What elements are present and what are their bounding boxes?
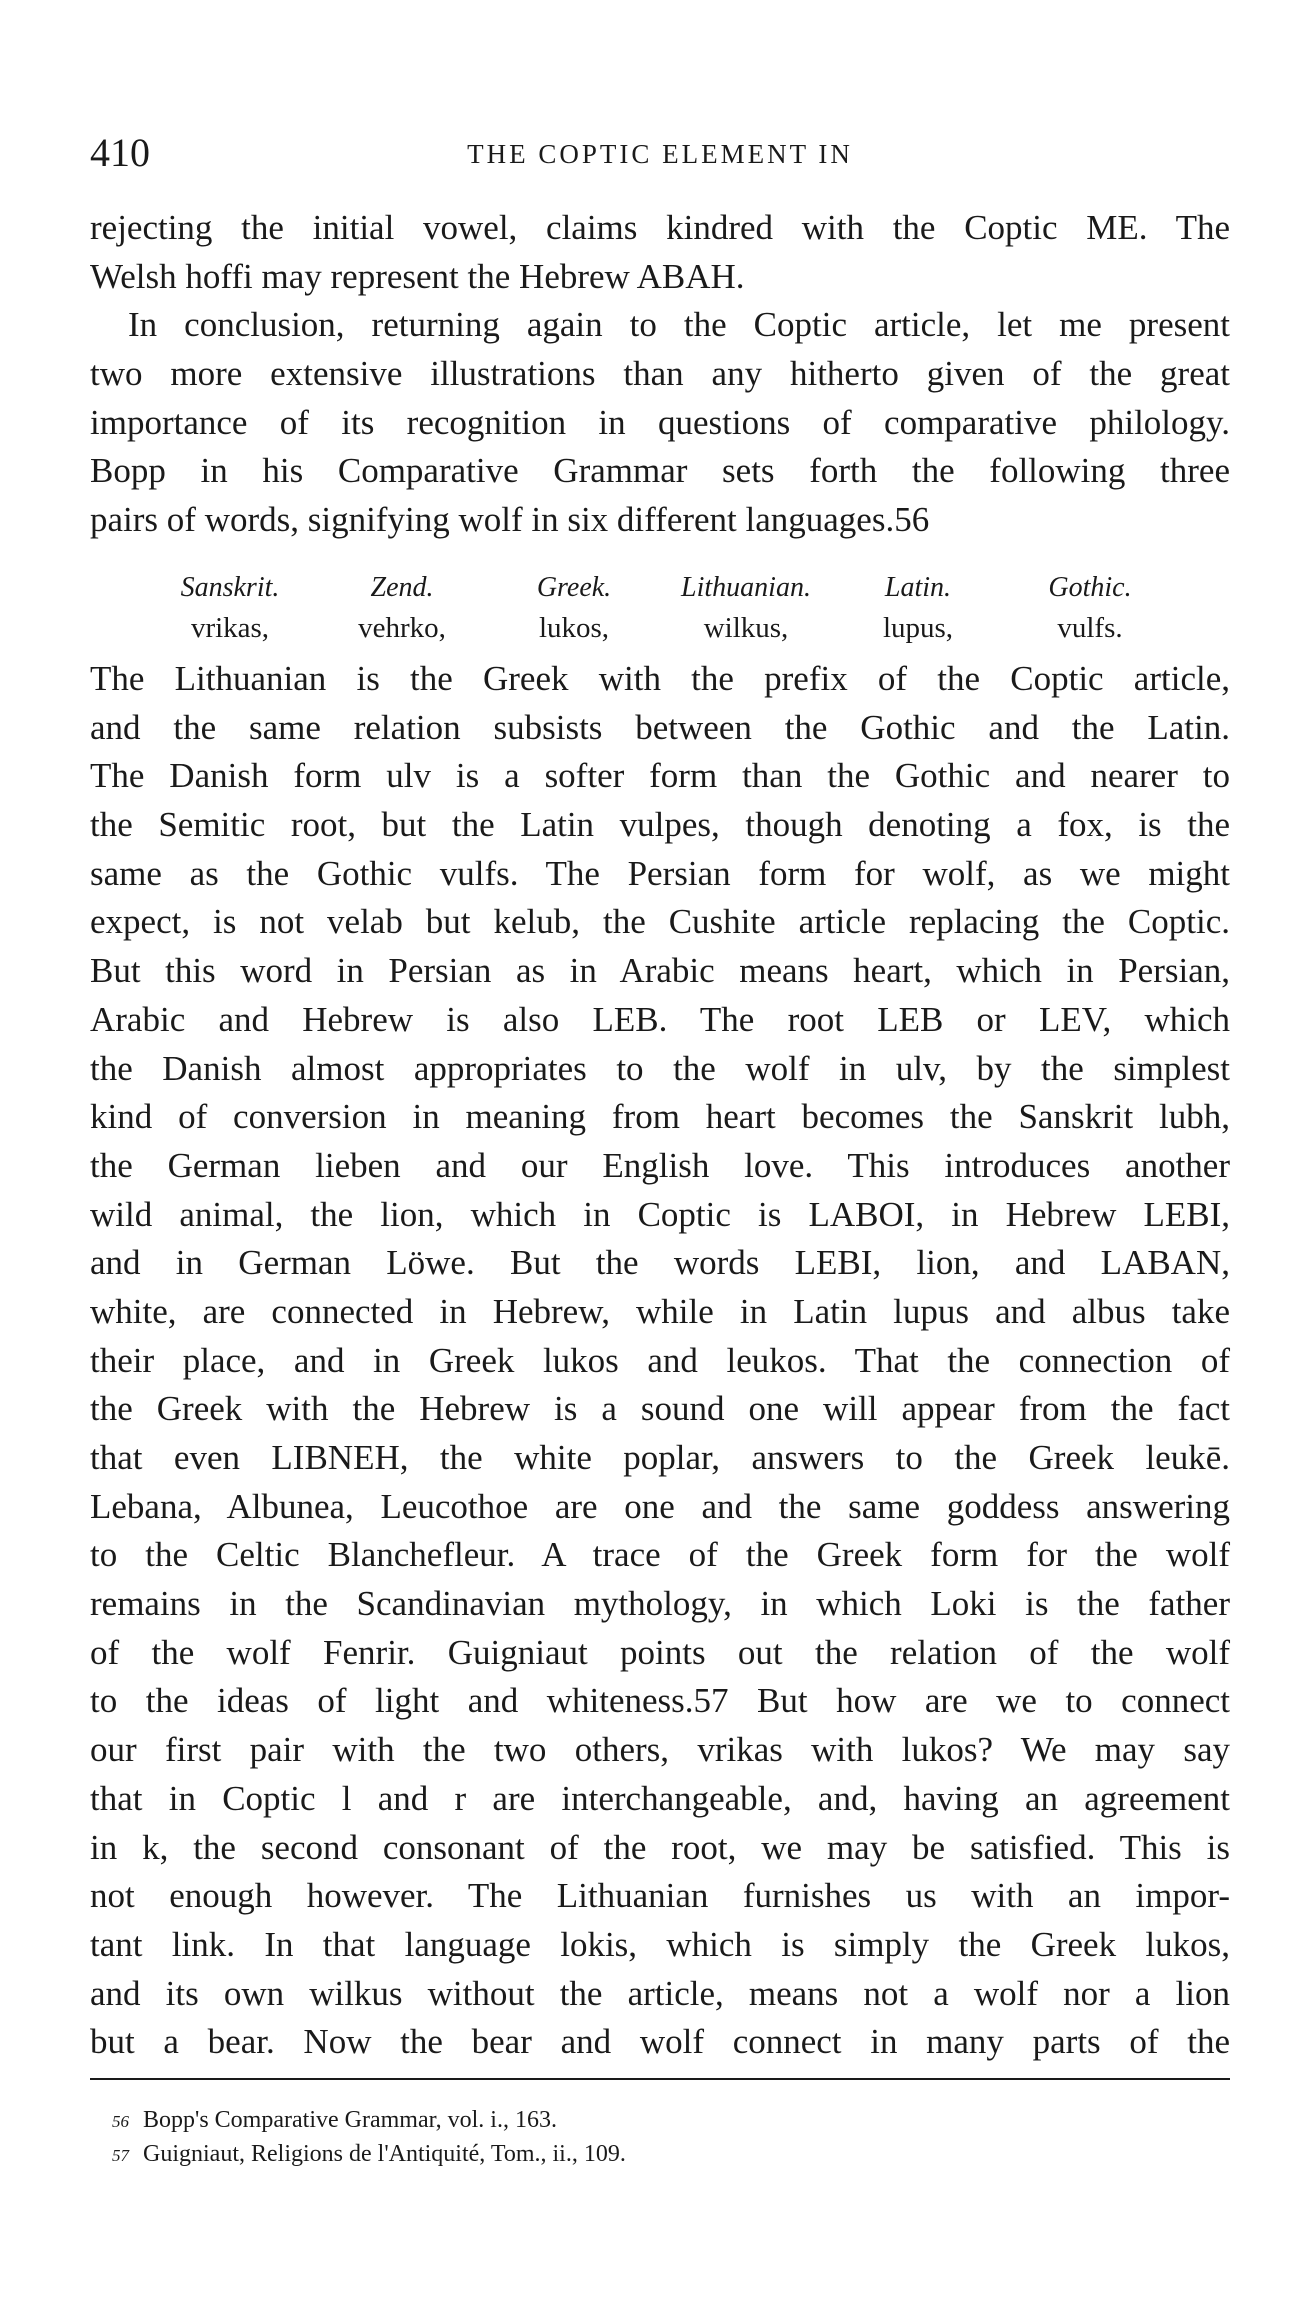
text-line: But this word in Persian as in Arabic means heart, which in Persian,: [90, 951, 1230, 991]
text-line: and in German Löwe. But the words LEBI, lion, and LABAN,: [90, 1243, 1230, 1283]
text-line: but a bear. Now the bear and wolf connect in many parts of the: [90, 2022, 1230, 2062]
running-head: THE COPTIC ELEMENT IN: [467, 139, 853, 169]
language-name: Greek.: [536, 572, 612, 603]
main-paragraph: [90, 655, 1230, 2067]
text-line: expect, is not velab but kelub, the Cushite article replacing the Coptic.: [90, 902, 1230, 942]
footnote: [112, 2103, 1212, 2137]
language-name: Zend.: [370, 572, 434, 603]
text-line: two more extensive illustrations than any hitherto given of the great: [90, 354, 1230, 394]
wolf-word: vehrko,: [358, 612, 446, 644]
text-line: the Greek with the Hebrew is a sound one will appear from the fact: [90, 1389, 1230, 1429]
wolf-words-table: [155, 568, 1165, 648]
footnote-text: Guigniaut, Religions de l'Antiquité, Tom., ii., 109.: [143, 2141, 626, 2167]
page-header: [90, 128, 1230, 178]
text-line: same as the Gothic vulfs. The Persian form for wolf, as we might: [90, 853, 1230, 893]
text-line: kind of conversion in meaning from heart becomes the Sanskrit lubh,: [90, 1097, 1230, 1137]
text-line: of the wolf Fenrir. Guigniaut points out the relation of the wolf: [90, 1632, 1230, 1672]
footnote-rule: [90, 2078, 1230, 2080]
text-line: pairs of words, signifying wolf in six different languages.56: [90, 500, 930, 540]
opening-paragraphs: [90, 204, 1230, 545]
wolf-word: lukos,: [538, 612, 610, 644]
footnote-mark: 56: [112, 2112, 129, 2131]
text-line: the German lieben and our English love. This introduces another: [90, 1145, 1230, 1185]
text-line: In conclusion, returning again to the Coptic article, let me present: [128, 305, 1230, 345]
wolf-word: vrikas,: [190, 612, 270, 644]
text-line: that even LIBNEH, the white poplar, answers to the Greek leukē.: [90, 1438, 1230, 1477]
language-name: Sanskrit.: [180, 572, 280, 603]
text-line: and its own wilkus without the article, means not a wolf nor a lion: [90, 1973, 1230, 2013]
wolf-word: vulfs.: [1057, 612, 1123, 644]
text-line: The Danish form ulv is a softer form than the Gothic and nearer to: [90, 756, 1230, 796]
footnote: [112, 2137, 1212, 2171]
text-line: wild animal, the lion, which in Coptic is LABOI, in Hebrew LEBI,: [90, 1194, 1230, 1234]
text-line: our first pair with the two others, vrikas with lukos? We may say: [90, 1730, 1230, 1770]
wolf-words-row: [155, 608, 1165, 648]
text-line: to the ideas of light and whiteness.57 But how are we to connect: [90, 1681, 1230, 1721]
text-line: Welsh hoffi may represent the Hebrew ABAH.: [90, 256, 745, 296]
text-line: that in Coptic l and r are interchangeable, and, having an agreement: [90, 1778, 1230, 1818]
footnotes: [112, 2103, 1212, 2171]
text-line: rejecting the initial vowel, claims kindred with the Coptic ME. The: [90, 208, 1230, 247]
text-line: not enough however. The Lithuanian furnishes us with an impor-: [90, 1876, 1230, 1916]
text-line: importance of its recognition in questions of comparative philology.: [90, 402, 1230, 442]
footnote-mark: 57: [112, 2146, 129, 2165]
text-line: Bopp in his Comparative Grammar sets forth the following three: [90, 451, 1230, 491]
wolf-word: wilkus,: [703, 612, 789, 644]
footnote-text: Bopp's Comparative Grammar, vol. i., 163.: [143, 2107, 557, 2133]
text-line: The Lithuanian is the Greek with the prefix of the Coptic article,: [90, 659, 1230, 698]
text-line: to the Celtic Blanchefleur. A trace of the Greek form for the wolf: [90, 1535, 1230, 1575]
language-name: Latin.: [884, 572, 952, 603]
text-line: the Danish almost appropriates to the wolf in ulv, by the simplest: [90, 1048, 1230, 1088]
text-line: the Semitic root, but the Latin vulpes, though denoting a fox, is the: [90, 805, 1230, 845]
text-line: their place, and in Greek lukos and leukos. That the connection of: [90, 1340, 1230, 1380]
text-line: Arabic and Hebrew is also LEB. The root LEB or LEV, which: [90, 999, 1230, 1039]
language-name: Lithuanian.: [681, 572, 811, 603]
text-line: white, are connected in Hebrew, while in Latin lupus and albus take: [90, 1291, 1230, 1331]
text-line: Lebana, Albunea, Leucothoe are one and the same goddess answering: [90, 1486, 1230, 1526]
text-line: tant link. In that language lokis, which is simply the Greek lukos,: [90, 1924, 1230, 1964]
text-line: and the same relation subsists between the Gothic and the Latin.: [90, 707, 1230, 747]
language-name: Gothic.: [1048, 572, 1132, 603]
wolf-word: lupus,: [882, 612, 954, 644]
language-names-row: [155, 568, 1165, 608]
text-line: in k, the second consonant of the root, we may be satisfied. This is: [90, 1827, 1230, 1867]
page-number: 410: [90, 130, 150, 175]
text-line: remains in the Scandinavian mythology, in which Loki is the father: [90, 1584, 1230, 1624]
